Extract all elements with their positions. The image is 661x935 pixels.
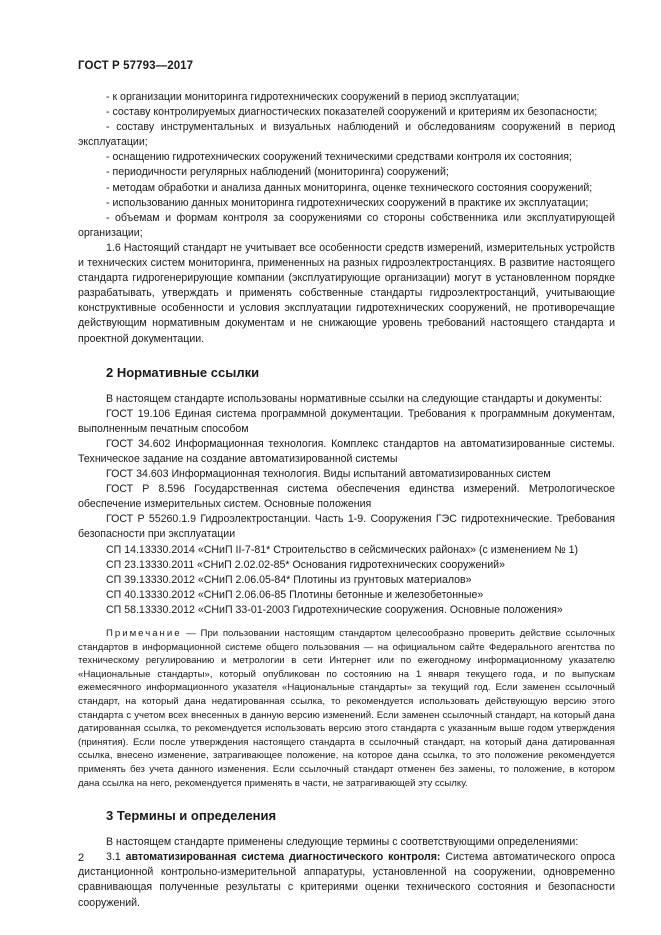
normative-references-list [78, 407, 615, 618]
section-2-title: 2 Нормативные ссылки [106, 364, 260, 380]
reference-item: ГОСТ Р 8.596 Государственная система обеспечения единства измерений. Метрологическое обеспечение измерительных систем. Основные положения [78, 483, 615, 511]
list-item: - использованию данных мониторинга гидротехнических сооружений в практике их эксплуатации; [106, 196, 589, 209]
reference-item: ГОСТ 34.602 Информационная технология. Комплекс стандартов на автоматизированные системы. Техническое задание на создание автоматизированной системы [78, 437, 615, 465]
note [78, 627, 615, 790]
term-definition [78, 850, 615, 910]
list-item: - методам обработки и анализа данных мониторинга, оценке технического состояния сооружений; [106, 181, 593, 194]
term-definition-text: Система автоматического опроса дистанционной контрольно-измерительной аппаратуры, установленной на сооружении, одновременно сравнивающая полученные результаты с критериями оценки технического состояния и безопасности сооружений. [78, 851, 615, 909]
reference-item: СП 23.13330.2011 «СНиП 2.02.02-85* Основания гидротехнических сооружений» [106, 558, 505, 571]
document-header: ГОСТ Р 57793—2017 [78, 60, 194, 72]
reference-item: ГОСТ 19.106 Единая система программной документации. Требования к программным документам, выполненным печатным способом [78, 407, 615, 435]
note-label: Примечание [106, 628, 182, 639]
list-item: - оснащению гидротехнических сооружений техническими средствами контроля их состояния; [106, 151, 572, 164]
reference-item: СП 39.13330.2012 «СНиП 2.06.05-84* Плотины из грунтовых материалов» [106, 573, 472, 586]
reference-item: СП 58.13330.2012 «СНиП 33-01-2003 Гидротехнические сооружения. Основные положения» [106, 603, 563, 616]
reference-item: СП 14.13330.2014 «СНиП II-7-81* Строительство в сейсмических районах» (с изменением № 1) [106, 543, 579, 556]
reference-item: ГОСТ 34.603 Информационная технология. Виды испытаний автоматизированных систем [106, 468, 551, 481]
section-3-intro: В настоящем стандарте применены следующие термины с соответствующими определениями: [106, 836, 579, 849]
list-item: - составу инструментальных и визуальных наблюдений и обследованиям сооружений в период эксплуатации; [78, 121, 615, 149]
reference-item: ГОСТ Р 55260.1.9 Гидроэлектростанции. Часть 1-9. Сооружения ГЭС гидротехнические. Требования безопасности при эксплуатации [78, 513, 615, 541]
term-number: 3.1 [106, 851, 126, 864]
list-continuation [78, 90, 615, 241]
list-item: - к организации мониторинга гидротехнических сооружений в период эксплуатации; [106, 91, 520, 103]
document-body [78, 90, 615, 911]
clause-1-6: 1.6 Настоящий стандарт не учитывает все особенности средств измерений, измерительных устройств и технических систем мониторинга, примененных на разных гидроэлектростанциях. В развитие настоящего стандарта гидрогенерирующие компании (эксплуатирующие организации) могут в установленном порядке разрабатывать, утверждать и применять собственные стандарты гидроэлектростанций, учитывающие конструктивные особенности и условия эксплуатации гидротехнических сооружений, не противоречащие действующим нормативным документам и не снижающие уровень требований настоящего стандарта и проектной документации. [78, 241, 615, 345]
page-number: 2 [78, 852, 85, 864]
list-item: - периодичности регулярных наблюдений (мониторинга) сооружений; [106, 166, 449, 179]
reference-item: СП 40.13330.2012 «СНиП 2.06.06-85 Плотины бетонные и железобетонные» [106, 588, 484, 601]
list-item: - объемам и формам контроля за сооружениями со стороны собственника или эксплуатирующей организации; [78, 211, 615, 239]
section-3-title: 3 Термины и определения [106, 808, 277, 824]
term-name: автоматизированная система диагностического контроля: [125, 851, 441, 864]
section-2-intro: В настоящем стандарте использованы нормативные ссылки на следующие стандарты и документы: [106, 392, 603, 405]
note-text: — При пользовании настоящим стандартом целесообразно проверить действие ссылочных стандартов в информационной системе общего пользования — на официальном сайте Федерального агентства по техническому регулированию и метрологии в сети Интернет или по ежегодному информационному указателю «Национальные стандарты», который опубликован по состоянию на 1 января текущего года, и по выпускам ежемесячного информационного указателя «Национальные стандарты» за текущий год. Если заменен ссылочный стандарт, на который дана недатированная ссылка, то рекомендуется использовать действующую версию этого стандарта с учетом всех внесенных в данную версию изменений. Если заменен ссылочный стандарт, на который дана датированная ссылка, то рекомендуется использовать версию этого стандарта с указанным выше годом утверждения (принятия). Если после утверждения настоящего стандарта в ссылочный стандарт, на который дана датированная ссылка, внесено изменение, затрагивающее положение, на которое дана ссылка, то это положение рекомендуется применять без учета данного изменения. Если ссылочный стандарт отменен без замены, то положение, в котором дана ссылка на него, рекомендуется применять в части, не затрагивающей эту ссылку. [78, 628, 615, 789]
list-item: - составу контролируемых диагностических показателей сооружений и критериям их безопасности; [106, 106, 598, 119]
